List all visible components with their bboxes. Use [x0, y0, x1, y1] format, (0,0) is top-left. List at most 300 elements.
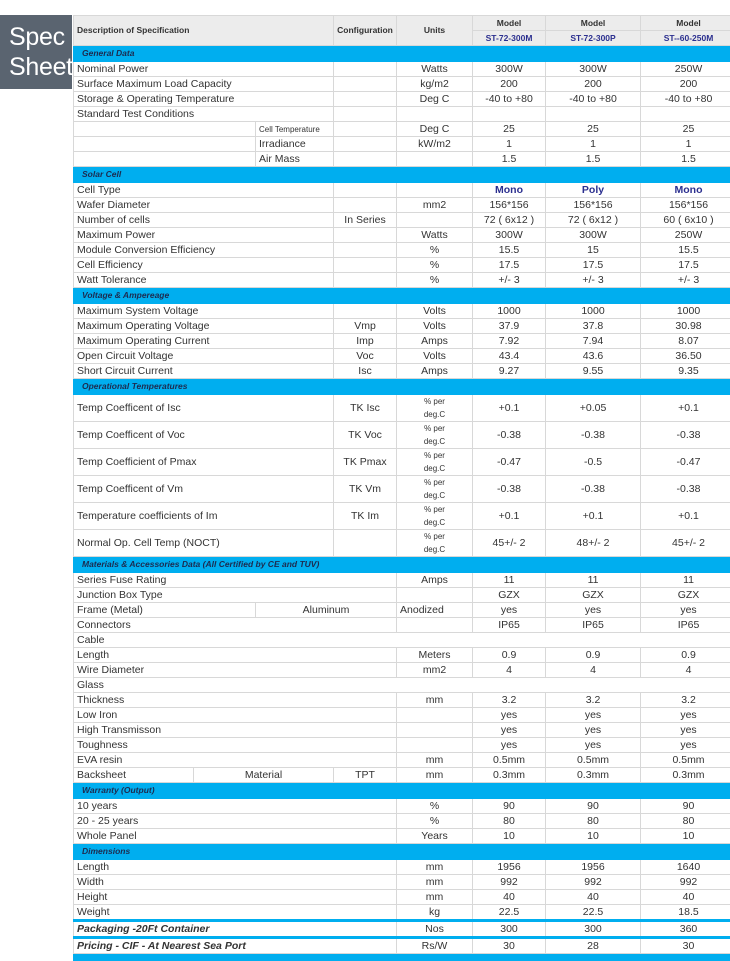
value-cell: 28 — [546, 938, 641, 954]
spec-row — [74, 829, 730, 844]
spec-unit: kW/m2 — [397, 137, 473, 152]
spec-config — [334, 107, 397, 122]
spec-row — [74, 603, 730, 618]
spec-unit: mm — [397, 890, 473, 905]
value-cell: yes — [641, 603, 730, 618]
header-model-label: Model — [641, 16, 730, 31]
spec-unit: mm — [397, 693, 473, 708]
spec-row — [74, 799, 730, 814]
spec-label: Maximum Operating Voltage — [74, 319, 334, 334]
spec-row — [74, 319, 730, 334]
spec-unit: Amps — [397, 334, 473, 349]
spec-unit: Watts — [397, 62, 473, 77]
value-cell: yes — [473, 723, 546, 738]
value-cell: 1000 — [641, 304, 730, 319]
spacer-cell — [74, 122, 256, 137]
spec-unit — [397, 618, 473, 633]
spec-unit: Volts — [397, 319, 473, 334]
value-cell: +0.05 — [546, 395, 641, 422]
footer-bar — [74, 954, 730, 961]
value-cell: 40 — [546, 890, 641, 905]
header-description: Description of Specification — [74, 16, 334, 46]
value-cell: 4 — [546, 663, 641, 678]
value-cell: 0.5mm — [641, 753, 730, 768]
spec-config: TK Pmax — [334, 449, 397, 476]
spec-unit — [397, 422, 473, 449]
value-cell: yes — [546, 603, 641, 618]
value-cell: 156*156 — [546, 198, 641, 213]
spec-unit — [397, 723, 473, 738]
value-cell: 30.98 — [641, 319, 730, 334]
spec-sublabel: Irradiance — [256, 137, 334, 152]
value-cell: 15 — [546, 243, 641, 258]
spacer-cell — [74, 137, 256, 152]
spec-config — [334, 122, 397, 137]
section-header-voltage — [74, 288, 730, 304]
value-cell: 22.5 — [473, 905, 546, 921]
value-cell: 1956 — [473, 860, 546, 875]
spec-unit — [397, 183, 473, 198]
spec-row — [74, 62, 730, 77]
section-title: General Data — [74, 46, 730, 62]
value-cell: +/- 3 — [641, 273, 730, 288]
spec-unit: Deg C — [397, 122, 473, 137]
value-cell: 4 — [641, 663, 730, 678]
spec-unit: mm2 — [397, 663, 473, 678]
spec-row — [74, 678, 730, 693]
spec-label: Width — [74, 875, 397, 890]
model-code: ST-72-300M — [473, 31, 546, 46]
value-cell: 25 — [641, 122, 730, 137]
spacer-cell — [74, 152, 256, 167]
unit-line: % per — [400, 476, 469, 489]
spec-label: Short Circuit Current — [74, 364, 334, 379]
spec-label: Standard Test Conditions — [74, 107, 334, 122]
spec-label: Surface Maximum Load Capacity — [74, 77, 334, 92]
value-cell: yes — [641, 738, 730, 753]
spec-unit: mm — [397, 860, 473, 875]
spec-unit: Deg C — [397, 92, 473, 107]
badge-line-1: Spec — [9, 22, 72, 52]
value-cell: 300W — [546, 62, 641, 77]
header-configuration: Configuration — [334, 16, 397, 46]
spec-unit: Anodized — [397, 603, 473, 618]
section-title: Warranty (Output) — [74, 783, 730, 799]
spec-row — [74, 92, 730, 107]
value-cell: -0.38 — [546, 476, 641, 503]
value-cell: 11 — [546, 573, 641, 588]
value-cell: -0.47 — [473, 449, 546, 476]
header-model-label: Model — [473, 16, 546, 31]
value-cell: 250W — [641, 228, 730, 243]
spec-unit: kg/m2 — [397, 77, 473, 92]
spec-unit — [397, 476, 473, 503]
unit-line: % per — [400, 395, 469, 408]
value-cell — [473, 107, 546, 122]
spec-config — [334, 92, 397, 107]
value-cell: IP65 — [641, 618, 730, 633]
value-cell: -40 to +80 — [546, 92, 641, 107]
value-cell: 15.5 — [641, 243, 730, 258]
spec-label: Wafer Diameter — [74, 198, 334, 213]
value-cell: 45+/- 2 — [641, 530, 730, 557]
spec-config — [334, 77, 397, 92]
spec-label: Temp Coefficent of Isc — [74, 395, 334, 422]
spec-config: In Series — [334, 213, 397, 228]
spec-label: Maximum Power — [74, 228, 334, 243]
spec-label: 20 - 25 years — [74, 814, 397, 829]
spec-row — [74, 273, 730, 288]
value-cell: 45+/- 2 — [473, 530, 546, 557]
spec-row — [74, 349, 730, 364]
spec-row — [74, 476, 730, 503]
unit-line: % per — [400, 503, 469, 516]
value-cell: 1.5 — [473, 152, 546, 167]
unit-line: deg.C — [400, 543, 469, 556]
spec-config: Voc — [334, 349, 397, 364]
unit-line: deg.C — [400, 435, 469, 448]
value-cell: 1.5 — [546, 152, 641, 167]
spec-unit: Nos — [397, 921, 473, 938]
value-cell: +0.1 — [473, 503, 546, 530]
spec-unit — [397, 530, 473, 557]
value-cell: -0.47 — [641, 449, 730, 476]
value-cell: 360 — [641, 921, 730, 938]
spec-label: Number of cells — [74, 213, 334, 228]
spec-label: Packaging -20Ft Container — [74, 921, 397, 938]
badge-line-2: Sheet — [9, 52, 72, 82]
spec-row — [74, 875, 730, 890]
spec-label: Wire Diameter — [74, 663, 397, 678]
spec-label: Cell Efficiency — [74, 258, 334, 273]
value-cell: 992 — [641, 875, 730, 890]
spec-row — [74, 77, 730, 92]
spec-unit: Meters — [397, 648, 473, 663]
spec-label: Backsheet — [74, 768, 194, 783]
spec-unit: Amps — [397, 573, 473, 588]
spec-config — [334, 137, 397, 152]
value-cell: 200 — [641, 77, 730, 92]
value-cell: 90 — [473, 799, 546, 814]
spec-unit — [397, 503, 473, 530]
value-cell: 1000 — [473, 304, 546, 319]
value-cell: 90 — [546, 799, 641, 814]
spec-label: Maximum Operating Current — [74, 334, 334, 349]
spec-row — [74, 530, 730, 557]
spec-config: TK Vm — [334, 476, 397, 503]
value-cell: -0.38 — [641, 476, 730, 503]
value-cell: -0.38 — [473, 422, 546, 449]
spec-row — [74, 768, 730, 783]
spec-label: Cable — [74, 633, 730, 648]
spec-unit — [397, 152, 473, 167]
value-cell: 60 ( 6x10 ) — [641, 213, 730, 228]
value-cell: 37.9 — [473, 319, 546, 334]
spec-label: 10 years — [74, 799, 397, 814]
value-cell: yes — [641, 708, 730, 723]
spec-row — [74, 334, 730, 349]
spec-row — [74, 738, 730, 753]
spec-unit — [397, 107, 473, 122]
value-cell: 3.2 — [641, 693, 730, 708]
spec-config — [334, 62, 397, 77]
spec-sublabel: Material — [194, 768, 334, 783]
spec-label: Series Fuse Rating — [74, 573, 397, 588]
spec-unit: Volts — [397, 304, 473, 319]
spec-label: Length — [74, 648, 397, 663]
spec-unit: Amps — [397, 364, 473, 379]
value-cell: 156*156 — [641, 198, 730, 213]
spec-label: Length — [74, 860, 397, 875]
value-cell: 1 — [641, 137, 730, 152]
value-cell: yes — [473, 603, 546, 618]
value-cell — [641, 107, 730, 122]
spec-label: Glass — [74, 678, 730, 693]
spec-row — [74, 152, 730, 167]
spec-unit: Years — [397, 829, 473, 844]
section-header-optemp — [74, 379, 730, 395]
value-cell: 10 — [641, 829, 730, 844]
spec-row — [74, 753, 730, 768]
spec-unit — [397, 395, 473, 422]
spec-label: Temp Coefficent of Voc — [74, 422, 334, 449]
value-cell: 7.92 — [473, 334, 546, 349]
unit-line: deg.C — [400, 489, 469, 502]
value-cell: +/- 3 — [473, 273, 546, 288]
spec-unit: kg — [397, 905, 473, 921]
spec-table — [73, 15, 730, 961]
value-cell: yes — [641, 723, 730, 738]
spec-sublabel: Air Mass — [256, 152, 334, 167]
spec-config — [334, 228, 397, 243]
value-cell: -0.38 — [641, 422, 730, 449]
value-cell: Mono — [641, 183, 730, 198]
spec-row — [74, 395, 730, 422]
spec-config — [334, 152, 397, 167]
value-cell: -40 to +80 — [473, 92, 546, 107]
spec-label: Normal Op. Cell Temp (NOCT) — [74, 530, 334, 557]
spec-label: Whole Panel — [74, 829, 397, 844]
spec-unit: % — [397, 273, 473, 288]
value-cell: +0.1 — [546, 503, 641, 530]
spec-row — [74, 708, 730, 723]
spec-label: Nominal Power — [74, 62, 334, 77]
value-cell: 80 — [546, 814, 641, 829]
spec-label: Cell Type — [74, 183, 334, 198]
spec-row — [74, 243, 730, 258]
spec-row — [74, 588, 730, 603]
value-cell: 0.5mm — [473, 753, 546, 768]
value-cell — [546, 107, 641, 122]
value-cell: Mono — [473, 183, 546, 198]
unit-line: % per — [400, 422, 469, 435]
model-code: ST--60-250M — [641, 31, 730, 46]
value-cell: 17.5 — [546, 258, 641, 273]
spec-unit: % — [397, 258, 473, 273]
value-cell: IP65 — [473, 618, 546, 633]
spec-row — [74, 304, 730, 319]
value-cell: 3.2 — [546, 693, 641, 708]
value-cell: 300W — [473, 228, 546, 243]
spec-row — [74, 890, 730, 905]
value-cell: 1 — [473, 137, 546, 152]
value-cell: 17.5 — [641, 258, 730, 273]
unit-line: deg.C — [400, 516, 469, 529]
section-header-general — [74, 46, 730, 62]
spec-unit: mm — [397, 753, 473, 768]
spec-config — [334, 273, 397, 288]
value-cell: 0.5mm — [546, 753, 641, 768]
value-cell: +/- 3 — [546, 273, 641, 288]
value-cell: Poly — [546, 183, 641, 198]
value-cell: 72 ( 6x12 ) — [473, 213, 546, 228]
spec-unit: % — [397, 243, 473, 258]
value-cell: +0.1 — [641, 503, 730, 530]
value-cell: 1640 — [641, 860, 730, 875]
spec-label: Temp Coefficent of Vm — [74, 476, 334, 503]
section-title: Voltage & Ampereage — [74, 288, 730, 304]
model-code: ST-72-300P — [546, 31, 641, 46]
value-cell: 7.94 — [546, 334, 641, 349]
value-cell: 9.35 — [641, 364, 730, 379]
section-title: Operational Temperatures — [74, 379, 730, 395]
spec-row — [74, 422, 730, 449]
value-cell: yes — [473, 738, 546, 753]
value-cell: yes — [473, 708, 546, 723]
value-cell: 3.2 — [473, 693, 546, 708]
spec-row — [74, 814, 730, 829]
spec-unit — [397, 588, 473, 603]
value-cell: 11 — [641, 573, 730, 588]
spec-label: Low Iron — [74, 708, 397, 723]
value-cell: 48+/- 2 — [546, 530, 641, 557]
spec-row — [74, 449, 730, 476]
spec-label: Module Conversion Efficiency — [74, 243, 334, 258]
spec-row — [74, 258, 730, 273]
spec-label: Storage & Operating Temperature — [74, 92, 334, 107]
value-cell: 1.5 — [641, 152, 730, 167]
spec-label: High Transmisson — [74, 723, 397, 738]
value-cell: 0.3mm — [473, 768, 546, 783]
spec-row — [74, 122, 730, 137]
unit-line: % per — [400, 530, 469, 543]
spec-row — [74, 921, 730, 938]
value-cell: 300 — [473, 921, 546, 938]
value-cell: 0.3mm — [641, 768, 730, 783]
value-cell: 1 — [546, 137, 641, 152]
value-cell: 22.5 — [546, 905, 641, 921]
unit-line: deg.C — [400, 462, 469, 475]
value-cell: 72 ( 6x12 ) — [546, 213, 641, 228]
spec-unit: % — [397, 799, 473, 814]
spec-label: Thickness — [74, 693, 397, 708]
value-cell: 25 — [473, 122, 546, 137]
spec-config — [334, 198, 397, 213]
spec-unit — [397, 213, 473, 228]
spec-label: Pricing - CIF - At Nearest Sea Port — [74, 938, 397, 954]
spec-label: Height — [74, 890, 397, 905]
section-header-materials — [74, 557, 730, 573]
value-cell: GZX — [473, 588, 546, 603]
spec-config: TPT — [334, 768, 397, 783]
header-row — [74, 16, 730, 31]
spec-label: Temperature coefficients of Im — [74, 503, 334, 530]
spec-label: Temp Coefficient of Pmax — [74, 449, 334, 476]
spec-row — [74, 228, 730, 243]
value-cell: 200 — [546, 77, 641, 92]
value-cell: 10 — [473, 829, 546, 844]
spec-unit: Watts — [397, 228, 473, 243]
spec-label: Connectors — [74, 618, 397, 633]
value-cell: 10 — [546, 829, 641, 844]
spec-config: TK Im — [334, 503, 397, 530]
value-cell: 11 — [473, 573, 546, 588]
spec-unit: mm2 — [397, 198, 473, 213]
section-header-dimensions — [74, 844, 730, 860]
spec-row — [74, 503, 730, 530]
spec-config: Imp — [334, 334, 397, 349]
value-cell: 1000 — [546, 304, 641, 319]
spec-row — [74, 693, 730, 708]
value-cell: GZX — [641, 588, 730, 603]
spec-unit — [397, 738, 473, 753]
section-title: Dimensions — [74, 844, 730, 860]
spec-config: Isc — [334, 364, 397, 379]
value-cell: 4 — [473, 663, 546, 678]
header-units: Units — [397, 16, 473, 46]
value-cell: yes — [546, 738, 641, 753]
spec-config — [334, 258, 397, 273]
value-cell: -0.38 — [473, 476, 546, 503]
spec-label: Toughness — [74, 738, 397, 753]
value-cell: 0.9 — [473, 648, 546, 663]
unit-line: % per — [400, 449, 469, 462]
spec-unit: % — [397, 814, 473, 829]
value-cell: 80 — [473, 814, 546, 829]
spec-row — [74, 938, 730, 954]
spec-row — [74, 618, 730, 633]
value-cell: 15.5 — [473, 243, 546, 258]
footer-bar-cell — [74, 954, 730, 961]
spec-row — [74, 723, 730, 738]
spec-unit: mm — [397, 768, 473, 783]
spec-row — [74, 905, 730, 921]
value-cell: 0.9 — [546, 648, 641, 663]
value-cell: 992 — [546, 875, 641, 890]
spec-row — [74, 183, 730, 198]
spec-unit: Rs/W — [397, 938, 473, 954]
value-cell: -0.5 — [546, 449, 641, 476]
spec-config: TK Isc — [334, 395, 397, 422]
value-cell: +0.1 — [473, 395, 546, 422]
spec-label: Weight — [74, 905, 397, 921]
value-cell: 156*156 — [473, 198, 546, 213]
value-cell: 36.50 — [641, 349, 730, 364]
value-cell: 30 — [473, 938, 546, 954]
spec-label: Frame (Metal) — [74, 603, 256, 618]
spec-unit: Volts — [397, 349, 473, 364]
value-cell: 9.27 — [473, 364, 546, 379]
value-cell: 200 — [473, 77, 546, 92]
value-cell: 0.9 — [641, 648, 730, 663]
value-cell: GZX — [546, 588, 641, 603]
value-cell: 80 — [641, 814, 730, 829]
section-title: Materials & Accessories Data (All Certified by CE and TUV) — [74, 557, 730, 573]
value-cell: 992 — [473, 875, 546, 890]
spec-config: TK Voc — [334, 422, 397, 449]
spec-row — [74, 573, 730, 588]
spec-label: Junction Box Type — [74, 588, 397, 603]
